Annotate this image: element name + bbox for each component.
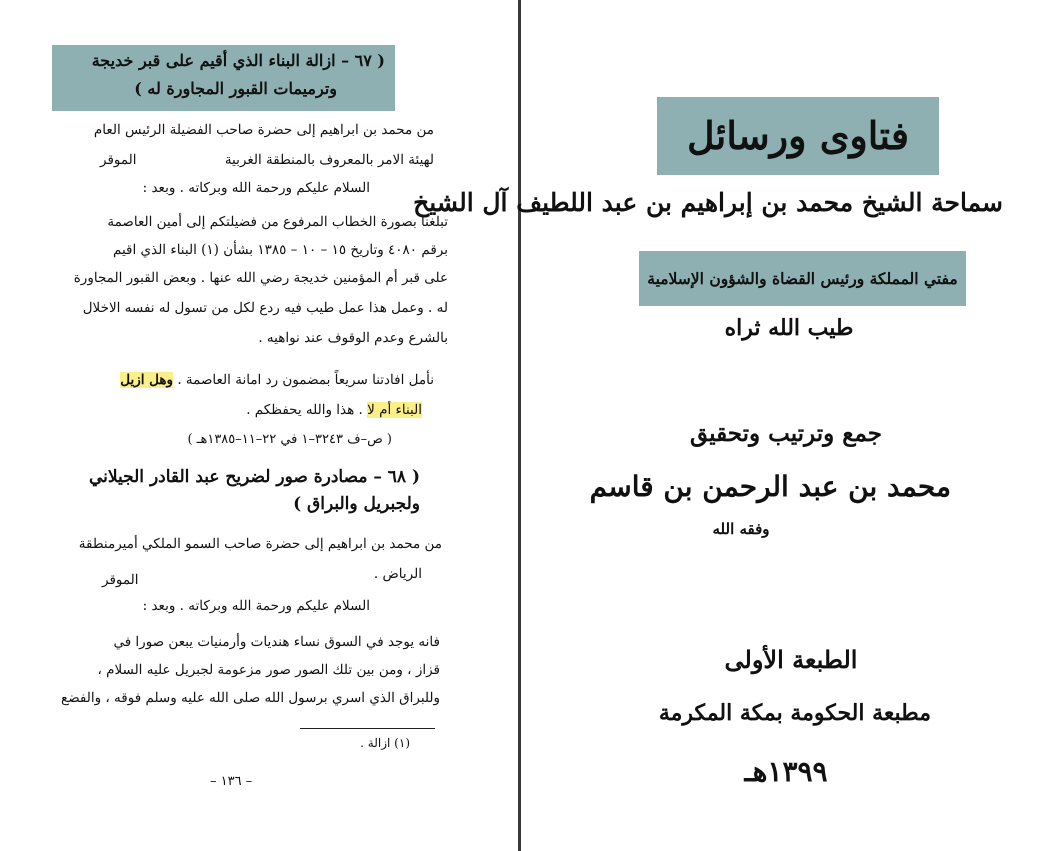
right-page xyxy=(413,0,1038,851)
author-blessing: طيب الله ثراه xyxy=(724,315,854,341)
publication-year: ١٣٩٩هـ xyxy=(744,755,828,788)
section-68-from-line: من محمد بن ابراهيم إلى حضرة صاحب السمو الملكي أميرمنطقة xyxy=(78,536,442,552)
compiler-name: محمد بن عبد الرحمن بن قاسم xyxy=(589,470,951,503)
section-67-title-line2: وترميمات القبور المجاورة له ) xyxy=(134,79,337,98)
section-67-p2-plain: نأمل افادتنا سريعاً بمضمون رد امانة العاصمة . xyxy=(177,372,434,388)
section-67-from-line: من محمد بن ابراهيم إلى حضرة صاحب الفضيلة الرئيس العام xyxy=(93,122,434,138)
author-name: سماحة الشيخ محمد بن إبراهيم بن عبد اللطيف آل الشيخ xyxy=(413,188,1003,217)
section-67-org-line: لهيئة الامر بالمعروف بالمنطقة الغربية xyxy=(224,152,434,168)
section-67-p1-line1: تبلغنا بصورة الخطاب المرفوع من فضيلتكم إلى أمين العاصمة xyxy=(107,214,448,230)
section-68-title-line1: ( ٦٨ – مصادرة صور لضريح عبد القادر الجيلاني xyxy=(88,467,420,487)
press-name: مطبعة الحكومة بمكة المكرمة xyxy=(658,700,931,726)
edition: الطبعة الأولى xyxy=(724,645,858,674)
highlighted-text: البناء أم لا xyxy=(367,402,422,418)
section-68-p1-line2: قزاز ، ومن بين تلك الصور صور مزعومة لجبريل عليه السلام ، xyxy=(97,662,440,678)
section-68-title-line2: ولجبريل والبراق ) xyxy=(293,494,420,514)
compiler-blessing: وفقه الله xyxy=(712,520,770,538)
section-67-p1-line4: له . وعمل هذا عمل طيب فيه ردع لكل من تسول له نفسه الاخلال xyxy=(82,300,448,316)
section-67-p2-line1 xyxy=(120,372,434,388)
section-67-reference: ( ص–ف ٣٢٤٣–١ في ٢٢–١١–١٣٨٥هـ ) xyxy=(187,432,392,447)
footnote-divider xyxy=(300,728,435,729)
section-68-p1-line3: وللبراق الذي اسري برسول الله صلى الله عليه وسلم فوقه ، والفضع xyxy=(61,690,440,706)
highlighted-text: وهل ازيل xyxy=(120,372,174,388)
section-67-p2-line2 xyxy=(246,402,422,418)
author-role: مفتي المملكة ورئيس القضاة والشؤون الإسلامية xyxy=(639,251,966,306)
page-number: – ١٣٦ – xyxy=(210,774,253,789)
section-67-p1-line2: برقم ٤٠٨٠ وتاريخ ١٥ – ١٠ – ١٣٨٥ بشأن (١) البناء الذي اقيم xyxy=(112,242,448,258)
section-67-greeting: السلام عليكم ورحمة الله وبركاته . وبعد : xyxy=(142,180,370,196)
section-68-p1-line1: فانه يوجد في السوق نساء هنديات وأرمنيات يبعن صورا في xyxy=(113,634,440,650)
section-67-p1-line5: بالشرع وعدم الوقوف عند نواهيه . xyxy=(258,330,448,346)
book-title: فتاوى ورسائل xyxy=(657,97,939,175)
section-67-title xyxy=(52,45,395,111)
section-67-honorific: الموقر xyxy=(100,152,137,168)
section-68-greeting: السلام عليكم ورحمة الله وبركاته . وبعد : xyxy=(142,598,370,614)
section-68-region-line: الرياض . xyxy=(373,566,422,582)
footnote: (١) ازالة . xyxy=(360,736,410,750)
compiled-label: جمع وترتيب وتحقيق xyxy=(689,420,882,447)
left-page xyxy=(0,0,518,851)
section-67-title-line1: ( ٦٧ – ازالة البناء الذي أقيم على قبر خديجة xyxy=(91,51,385,70)
section-67-p2-plain-2: . هذا والله يحفظكم . xyxy=(246,402,363,418)
section-68-honorific: الموقر xyxy=(102,572,139,588)
section-67-p1-line3: على قبر أم المؤمنين خديجة رضي الله عنها . وبعض القبور المجاورة xyxy=(73,270,448,286)
